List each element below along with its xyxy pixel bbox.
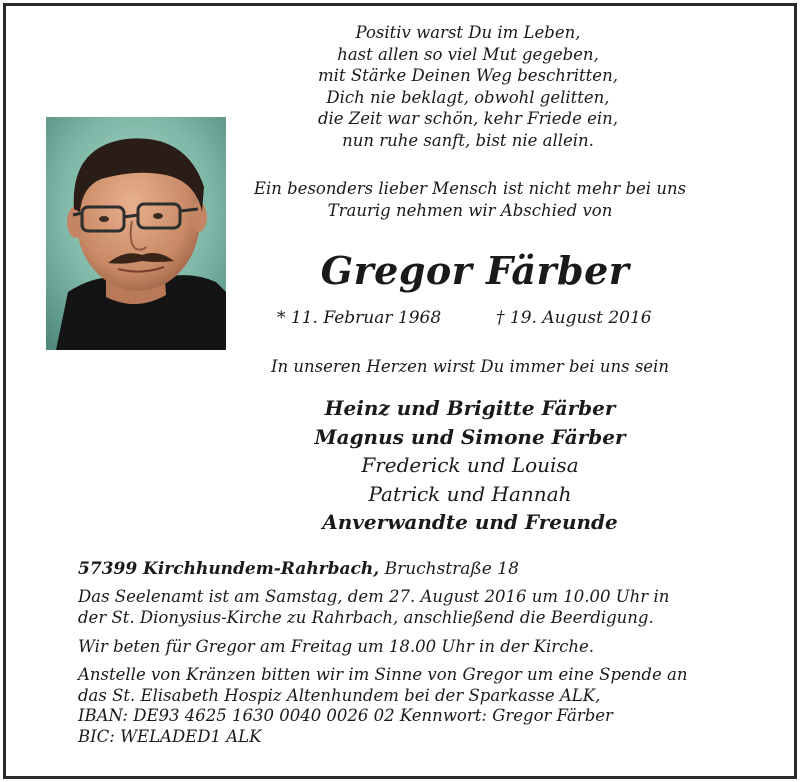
portrait-photo xyxy=(46,117,226,350)
mourner: Magnus und Simone Färber xyxy=(314,424,626,449)
mourner: Frederick und Louisa xyxy=(361,453,579,477)
service-info xyxy=(78,587,778,628)
address-street: Bruchstraße 18 xyxy=(384,559,519,579)
remembrance-line: In unseren Herzen wirst Du immer bei uns sein xyxy=(271,357,669,376)
poem-line: mit Stärke Deinen Weg beschritten, xyxy=(318,66,618,85)
poem-line: hast allen so viel Mut gegeben, xyxy=(337,44,599,64)
mourner: Patrick und Hannah xyxy=(368,481,572,506)
death-date: † 19. August 2016 xyxy=(496,308,652,328)
mourner: Anverwandte und Freunde xyxy=(322,510,618,534)
mourners-list xyxy=(230,394,710,537)
paragraph-line: der St. Dionysius-Kirche zu Rahrbach, anschließend die Beerdigung. xyxy=(78,607,654,627)
paragraph-line: Wir beten für Gregor am Freitag um 18.00 Uhr in der Kirche. xyxy=(78,637,595,656)
address xyxy=(78,558,778,580)
paragraph-line: Anstelle von Kränzen bitten wir im Sinne von Gregor um eine Spende an xyxy=(78,665,688,684)
paragraph-line: BIC: WELADED1 ALK xyxy=(78,726,262,746)
poem-line: Positiv warst Du im Leben, xyxy=(355,23,581,42)
mourner: Heinz und Brigitte Färber xyxy=(324,396,616,420)
address-place: 57399 Kirchhundem-Rahrbach, xyxy=(78,559,380,579)
paragraph-line: Das Seelenamt ist am Samstag, dem 27. August 2016 um 10.00 Uhr in xyxy=(78,587,670,606)
poem-line: Dich nie beklagt, obwohl gelitten, xyxy=(326,87,610,107)
prayer-info xyxy=(78,637,778,658)
birth-date: * 11. Februar 1968 xyxy=(277,308,442,328)
deceased-name: Gregor Färber xyxy=(320,248,630,293)
poem-line: die Zeit war schön, kehr Friede ein, xyxy=(317,109,619,128)
poem-line: nun ruhe sanft, bist nie allein. xyxy=(342,130,594,150)
donation-info xyxy=(78,665,778,747)
paragraph-line: IBAN: DE93 4625 1630 0040 0026 02 Kennwort: Gregor Färber xyxy=(78,706,613,725)
paragraph-line: das St. Elisabeth Hospiz Altenhundem bei der Sparkasse ALK, xyxy=(78,685,601,705)
intro-line: Ein besonders lieber Mensch ist nicht mehr bei uns xyxy=(253,179,687,198)
intro-text xyxy=(230,178,710,222)
poem xyxy=(238,22,698,151)
intro-line: Traurig nehmen wir Abschied von xyxy=(327,201,613,220)
